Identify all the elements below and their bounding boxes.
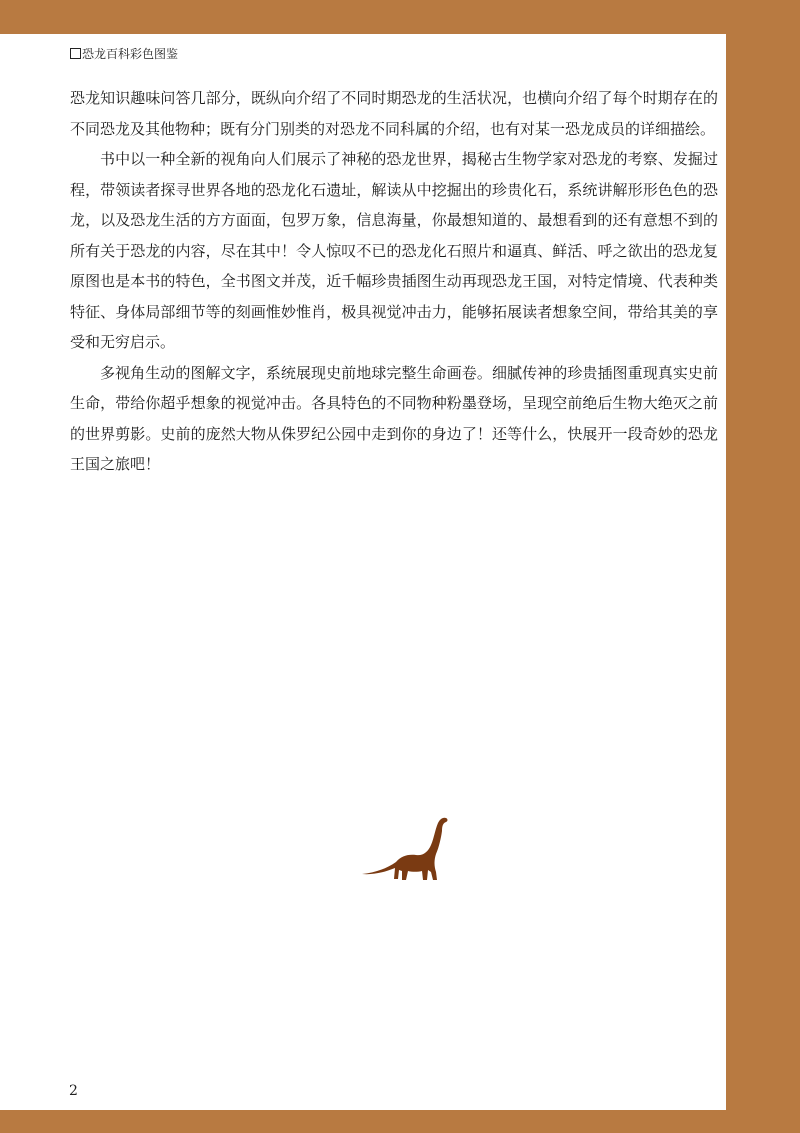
paragraph: 书中以一种全新的视角向人们展示了神秘的恐龙世界，揭秘古生物学家对恐龙的考察、发掘过程，带领读者探寻世界各地的恐龙化石遗址，解读从中挖掘出的珍贵化石，系统讲解形形色色的恐龙，以及恐龙生活的方方面面，包罗万象，信息海量，你最想知道的、最想看到的还有意想不到的所有关于恐龙的内容，尽在其中！令人惊叹不已的恐龙化石照片和逼真、鲜活、呼之欲出的恐龙复原图也是本书的特色，全书图文并茂，近千幅珍贵插图生动再现恐龙王国，对特定情境、代表种类特征、身体局部细节等的刻画惟妙惟肖，极具视觉冲击力，能够拓展读者想象空间，带给其美的享受和无穷启示。 [70,150,718,351]
running-header-title: 恐龙百科彩色图鉴 [82,47,179,61]
sauropod-dinosaur-icon [360,814,450,884]
book-page [0,34,726,1110]
page-number: 2 [69,1083,78,1099]
square-outline-icon [70,48,81,59]
paragraph: 多视角生动的图解文字，系统展现史前地球完整生命画卷。细腻传神的珍贵插图重现真实史前生命，带给你超乎想象的视觉冲击。各具特色的不同物种粉墨登场，呈现空前绝后生物大绝灭之前的世界剪影。史前的庞然大物从侏罗纪公园中走到你的身边了！还等什么，快展开一段奇妙的恐龙王国之旅吧！ [70,363,718,473]
body-text [70,83,718,480]
paragraph-continued: 恐龙知识趣味问答几部分，既纵向介绍了不同时期恐龙的生活状况，也横向介绍了每个时期存在的不同恐龙及其他物种；既有分门别类的对恐龙不同科属的介绍，也有对某一恐龙成员的详细描绘。 [70,89,718,138]
running-header [70,45,178,62]
